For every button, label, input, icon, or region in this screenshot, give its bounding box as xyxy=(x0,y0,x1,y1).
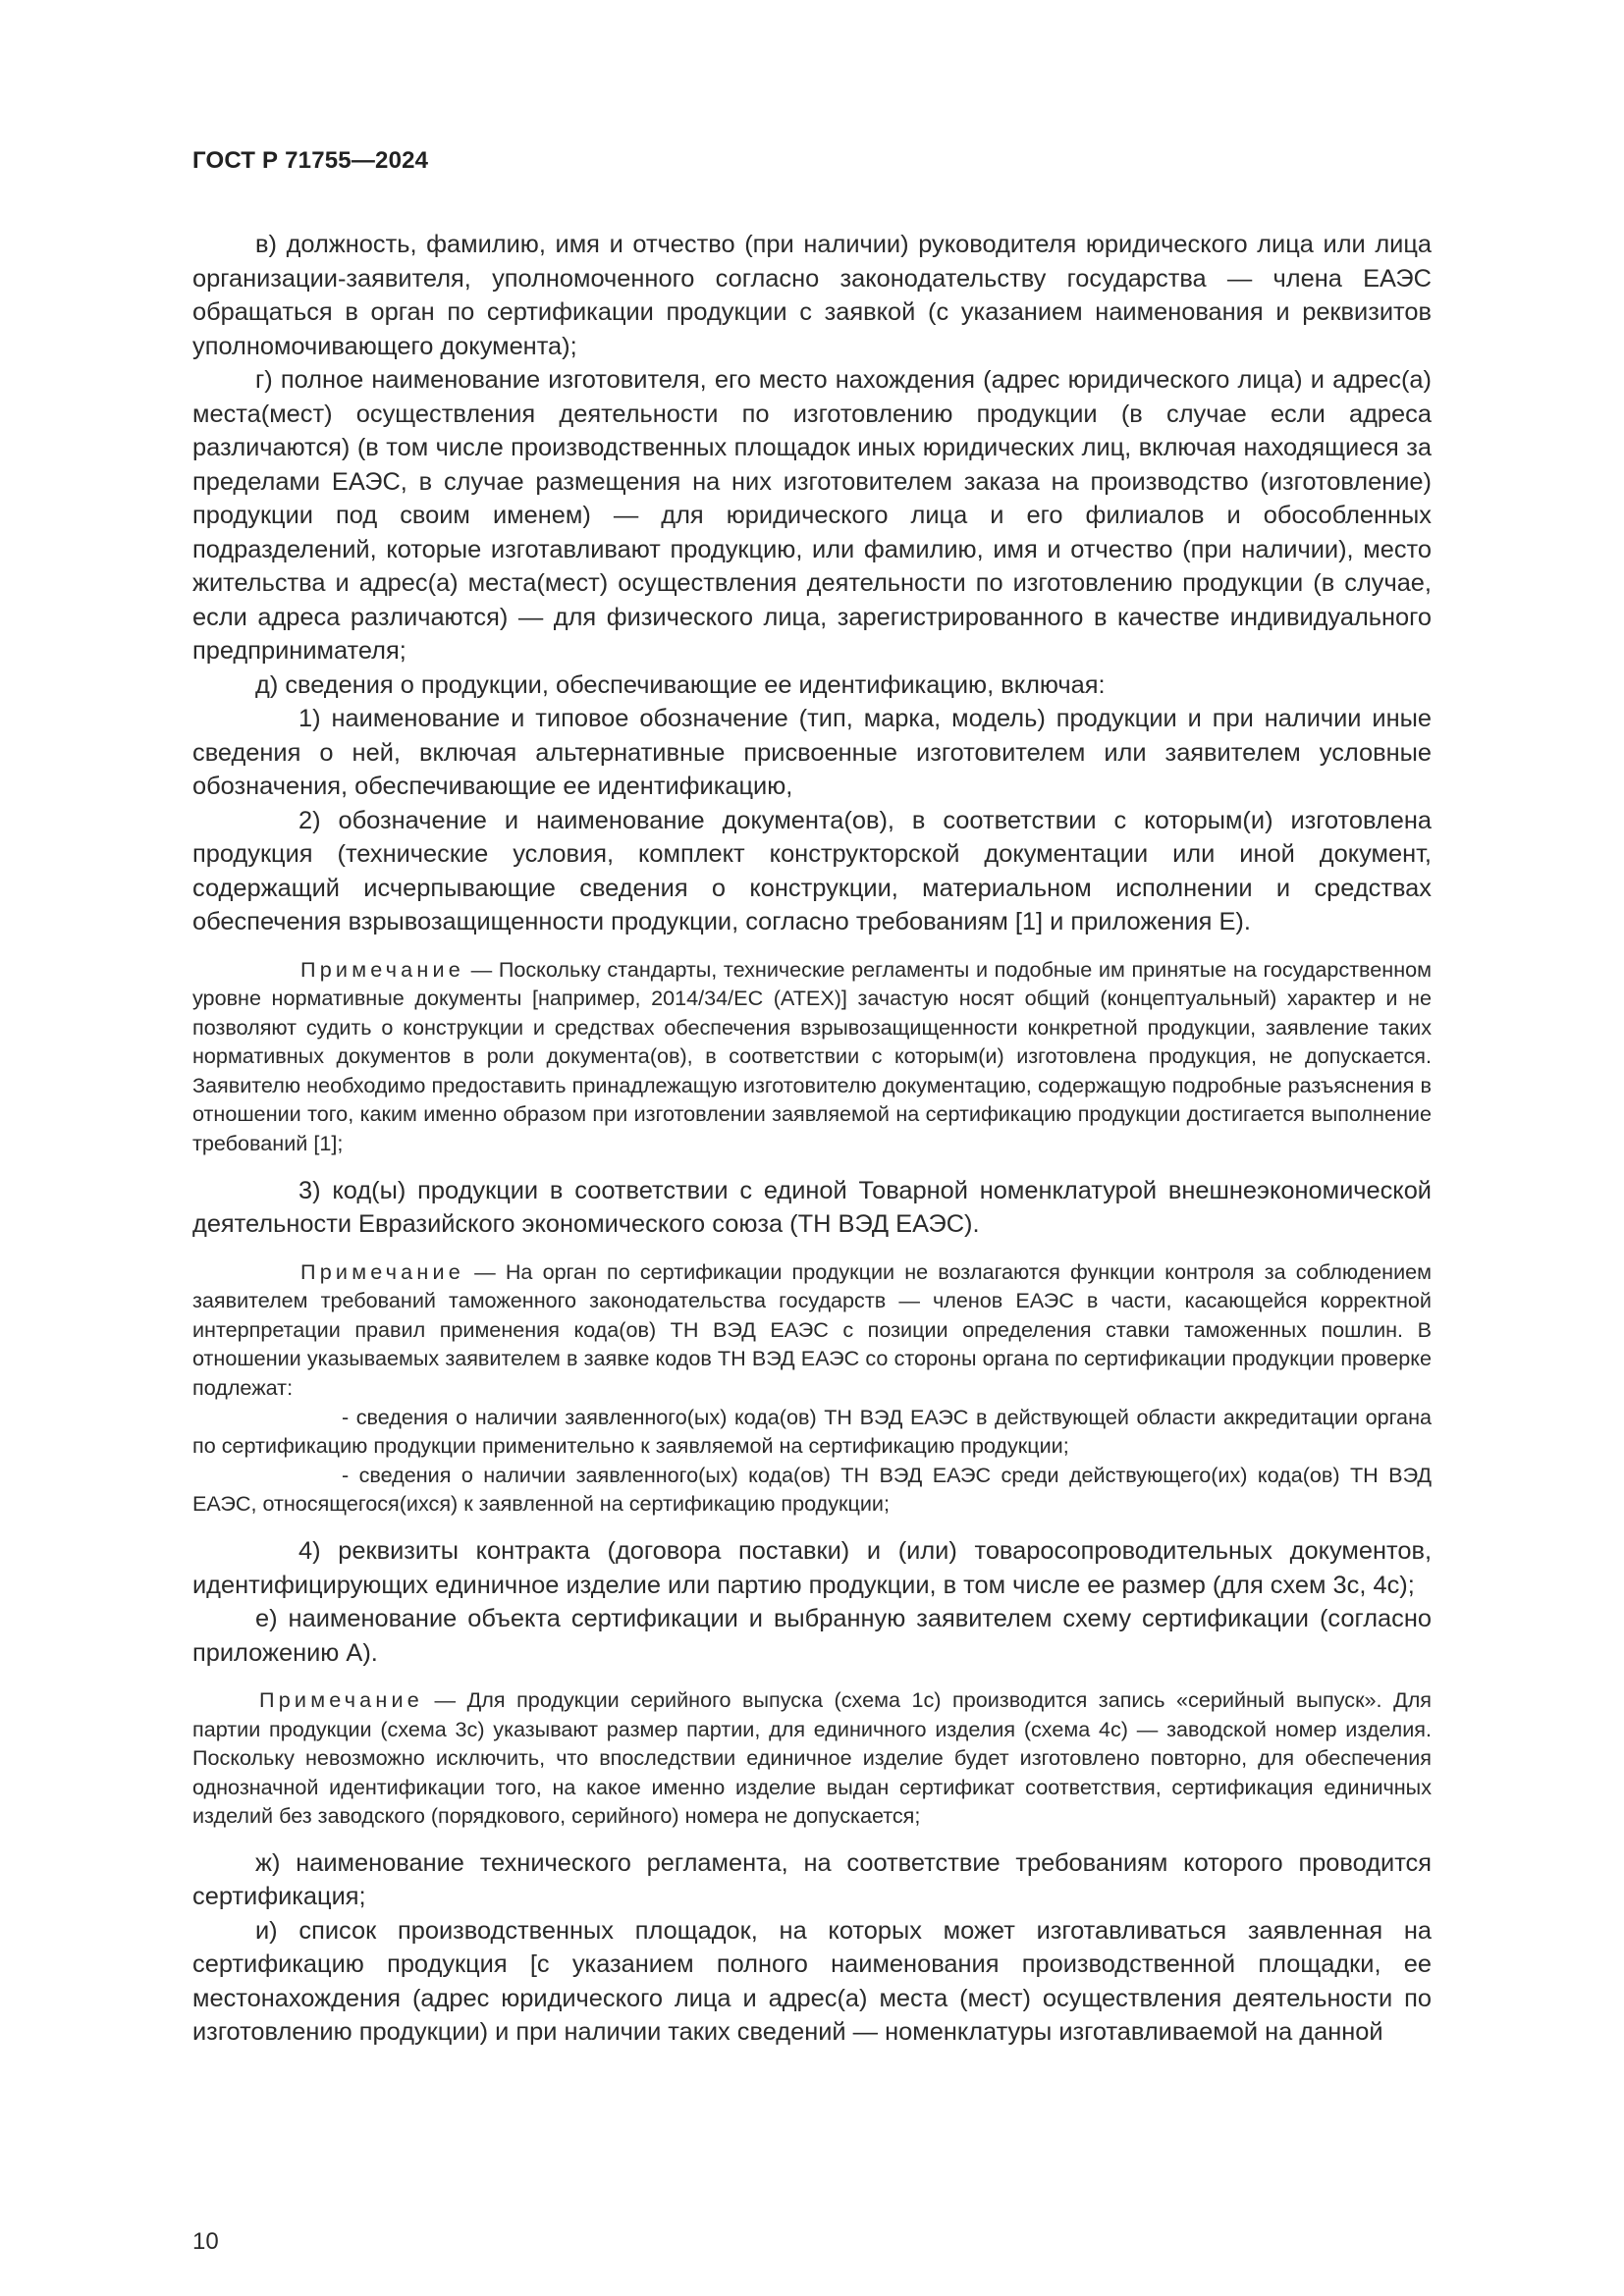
standard-header: ГОСТ Р 71755—2024 xyxy=(192,147,429,174)
paragraph-d3: 3) код(ы) продукции в соответствии с единой Товарной номенклатурой внешнеэкономической деятельности Евразийского экономического союза (ТН ВЭД ЕАЭС). xyxy=(192,1176,1432,1239)
note-1 xyxy=(192,955,1432,1158)
note-1-text: — Поскольку стандарты, технические регламенты и подобные им принятые на государственном уровне нормативные документы [например, 2014/34/ЕС (ATEX)] зачастую носят общий (концептуальный) характер и не позволяют судить о конструкции и средствах обеспечения взрывозащищенности конкретной продукции, заявление таких нормативных документов в роли документа(ов), в соответствии с которым(и) изготовлена продукция, не допускается. Заявителю необходимо предоставить принадлежащую изготовителю документацию, содержащую подробные разъяснения в отношении того, каким именно образом при изготовлении заявляемой на сертификацию продукции достигается выполнение требований [1]; xyxy=(192,956,1432,1156)
note-2-text: — На орган по сертификации продукции не возлагаются функции контроля за соблюдением заявителем требований таможенного законодательства государств — членов ЕАЭС в части, касающейся корректной интерпретации правил применения кода(ов) ТН ВЭД ЕАЭС с позиции определения ставки таможенных пошлин. В отношении указываемых заявителем в заявке кодов ТН ВЭД ЕАЭС со стороны органа по сертификации продукции проверке подлежат: xyxy=(192,1258,1432,1401)
paragraph-v: в) должность, фамилию, имя и отчество (при наличии) руководителя юридического лица или лица организации-заявителя, уполномоченного согласно законодательству государства — члена ЕАЭС обращаться в орган по сертификации продукции с заявкой (с указанием наименования и реквизитов уполномочивающего документа); xyxy=(192,231,1432,360)
paragraph-g: г) полное наименование изготовителя, его место нахождения (адрес юридического лица) и адрес(а) места(мест) осуществления деятельности по изготовлению продукции (в случае если адреса различаются) (в том числе производственных площадок иных юридических лиц, включая находящиеся за пределами ЕАЭС, в случае размещения на них изготовителем заказа на производство (изготовление) продукции под своим именем) — для юридического лица и его филиалов и обособленных подразделений, которые изготавливают продукцию, или фамилию, имя и отчество (при наличии), место жительства и адрес(а) места(мест) осуществления деятельности по изготовлению продукции (в случае, если адреса различаются) — для физического лица, зарегистрированного в качестве индивидуального предпринимателя; xyxy=(192,366,1432,665)
note-label: Примечание xyxy=(259,1687,423,1712)
note-3-text: — Для продукции серийного выпуска (схема 1с) производится запись «серийный выпуск». Для партии продукции (схема 3с) указывают размер партии, для единичного изделия (схема 4с) — заводской номер изделия. Поскольку невозможно исключить, что впоследствии единичное изделие будет изготовлено повторно, для обеспечения однозначной идентификации того, на какое именно изделие выдан сертификат соответствия, сертификация единичных изделий без заводского (порядкового, серийного) номера не допускается; xyxy=(192,1687,1432,1829)
note-3 xyxy=(192,1685,1432,1831)
paragraph-d4: 4) реквизиты контракта (договора поставки) и (или) товаросопроводительных документов, идентифицирующих единичное изделие или партию продукции, в том числе ее размер (для схем 3с, 4с); xyxy=(192,1537,1432,1599)
paragraph-d: д) сведения о продукции, обеспечивающие ее идентификацию, включая: xyxy=(255,670,1106,699)
paragraph-i: и) список производственных площадок, на которых может изготавливаться заявленная на сертификацию продукция [с указанием полного наименования производственной площадки, ее местонахождения (адрес юридического лица и адрес(а) места (мест) осуществления деятельности по изготовлению продукции) и при наличии таких сведений — номенклатуры изготавливаемой на данной xyxy=(192,1916,1432,2047)
note-label: Примечание xyxy=(300,1258,464,1284)
note-2-list-item: - сведения о наличии заявленного(ых) кода(ов) ТН ВЭД ЕАЭС в действующей области аккредитации органа по сертификацию продукции применительно к заявляемой на сертификацию продукции; xyxy=(192,1404,1432,1459)
note-2 xyxy=(192,1257,1432,1403)
document-body xyxy=(192,228,1432,2050)
page-number: 10 xyxy=(192,2228,219,2255)
paragraph-e: е) наименование объекта сертификации и выбранную заявителем схему сертификации (согласно приложению А). xyxy=(192,1605,1432,1667)
paragraph-d1: 1) наименование и типовое обозначение (тип, марка, модель) продукции и при наличии иные сведения о ней, включая альтернативные присвоенные изготовителем или заявителем условные обозначения, обеспечивающие ее идентификацию, xyxy=(192,705,1432,800)
paragraph-d2: 2) обозначение и наименование документа(ов), в соответствии с которым(и) изготовлена продукция (технические условия, комплект конструкторской документации или иной документ, содержащий исчерпывающие сведения о конструкции, материальном исполнении и средствах обеспечения взрывозащищенности продукции, согласно требованиям [1] и приложения Е). xyxy=(192,806,1432,935)
note-2-list-item: - сведения о наличии заявленного(ых) кода(ов) ТН ВЭД ЕАЭС среди действующего(их) кода(ов) ТН ВЭД ЕАЭС, относящегося(ихся) к заявленной на сертификацию продукции; xyxy=(192,1462,1432,1517)
paragraph-zh: ж) наименование технического регламента, на соответствие требованиям которого проводится сертификация; xyxy=(192,1848,1432,1911)
note-label: Примечание xyxy=(300,956,464,982)
